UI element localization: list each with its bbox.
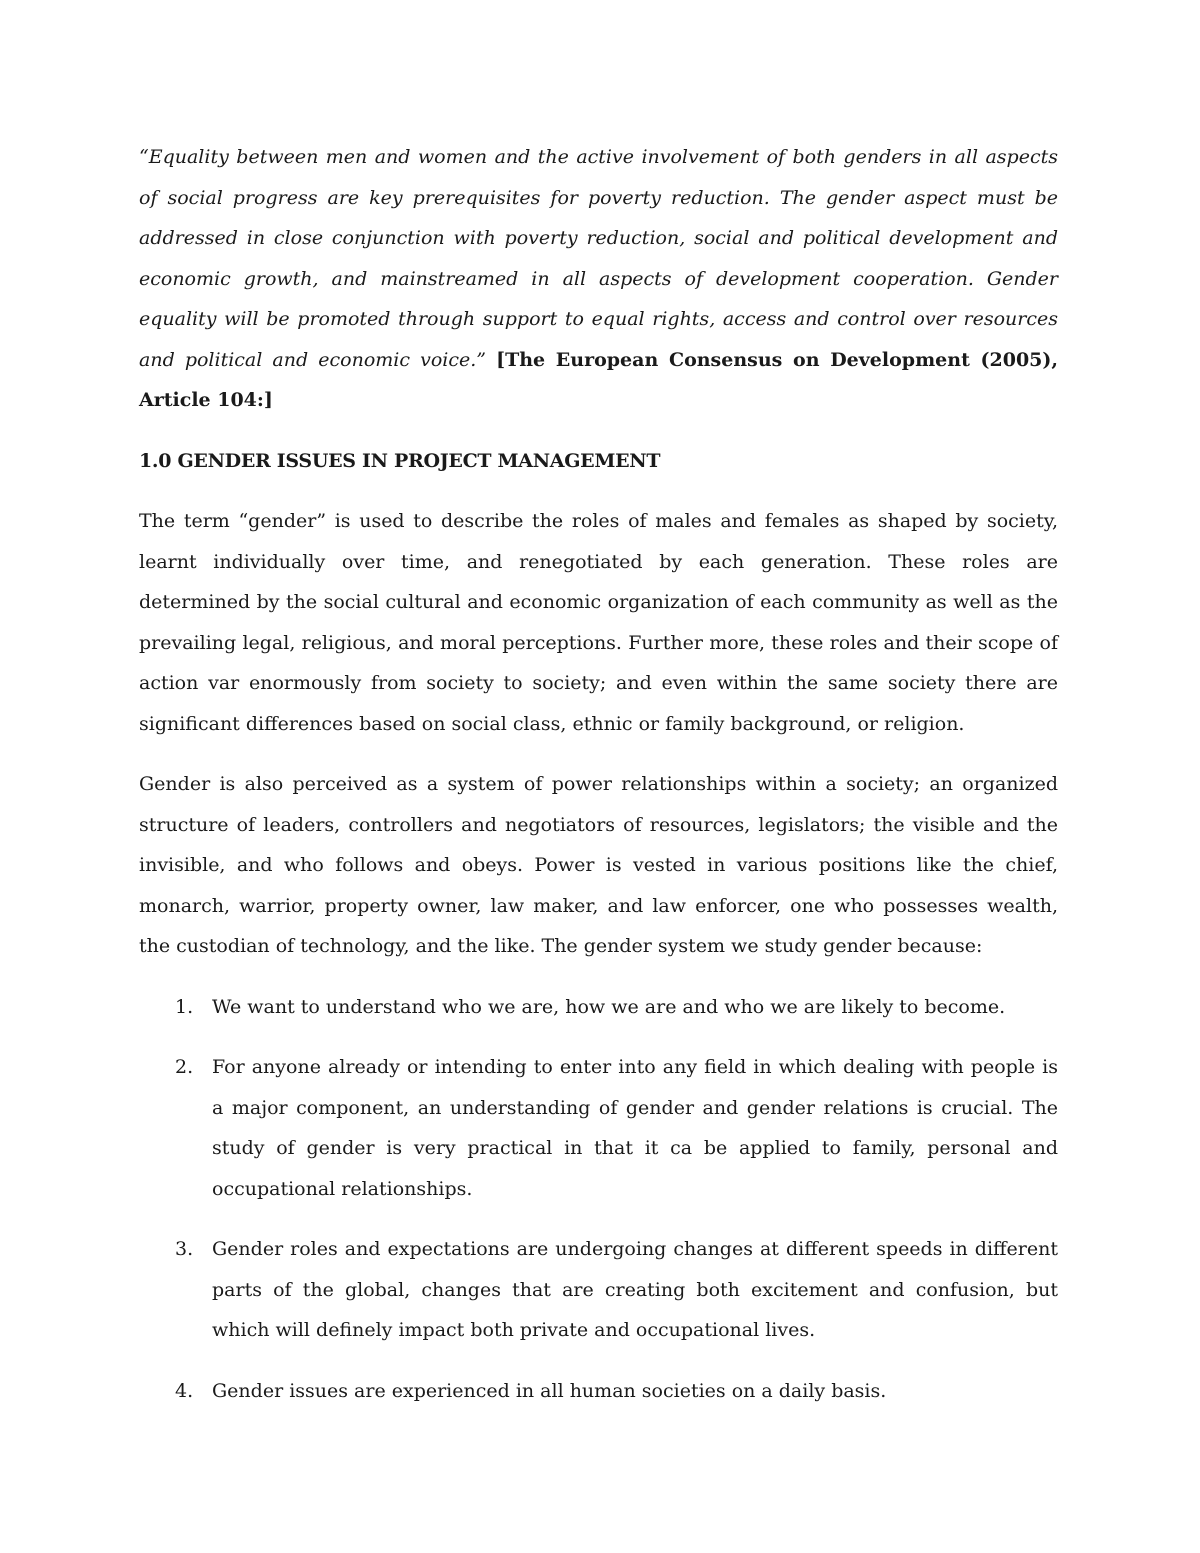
- list-item: [139, 987, 1058, 1028]
- list-item: [139, 1047, 1058, 1209]
- list-text: Gender issues are experienced in all human societies on a daily basis.: [212, 1379, 887, 1402]
- reasons-list: [139, 987, 1058, 1412]
- paragraph-power-relationships: Gender is also perceived as a system of power relationships within a society; an organized structure of leaders, controllers and negotiators of resources, legislators; the visible and the invisible, and who follows and obeys. Power is vested in various positions like the chief, monarch, warrior, property owner, law maker, and law enforcer, one who possesses wealth, the custodian of technology, and the like. The gender system we study gender because:: [139, 773, 1058, 957]
- opening-quote: [139, 137, 1058, 421]
- section-heading: 1.0 GENDER ISSUES IN PROJECT MANAGEMENT: [139, 449, 661, 472]
- list-item: [139, 1229, 1058, 1351]
- list-number: 3.: [175, 1238, 194, 1260]
- list-item: [139, 1371, 1058, 1412]
- quote-citation: [The European Consensus on Development (2005), Article 104:]: [139, 348, 1058, 411]
- list-number: 4.: [175, 1379, 194, 1402]
- paragraph-gender-definition: The term “gender” is used to describe the roles of males and females as shaped by society, learnt individually over time, and renegotiated by each generation. These roles are determined by the social cultural and economic organization of each community as well as the prevailing legal, religious, and moral perceptions. Further more, these roles and their scope of action var enormously from society to society; and even within the same society there are significant differences based on social class, ethnic or family background, or religion.: [139, 510, 1058, 735]
- list-number: 1.: [175, 995, 194, 1018]
- list-text: For anyone already or intending to enter into any field in which dealing with people is a major component, an understanding of gender and gender relations is crucial. The study of gender is very practical in that it ca be applied to family, personal and occupational relationships.: [212, 1056, 1058, 1200]
- quote-text: “Equality between men and women and the active involvement of both genders in all aspects of social progress are key prerequisites for poverty reduction. The gender aspect must be addressed in close conjunction with poverty reduction, social and political development and economic growth, and mainstreamed in all aspects of development cooperation. Gender equality will be promoted through support to equal rights, access and control over resources and political and economic voice.”: [139, 146, 1058, 371]
- list-text: Gender roles and expectations are undergoing changes at different speeds in different parts of the global, changes that are creating both excitement and confusion, but which will definely impact both private and occupational lives.: [212, 1238, 1058, 1341]
- list-text: We want to understand who we are, how we are and who we are likely to become.: [212, 995, 1006, 1018]
- list-number: 2.: [175, 1056, 194, 1078]
